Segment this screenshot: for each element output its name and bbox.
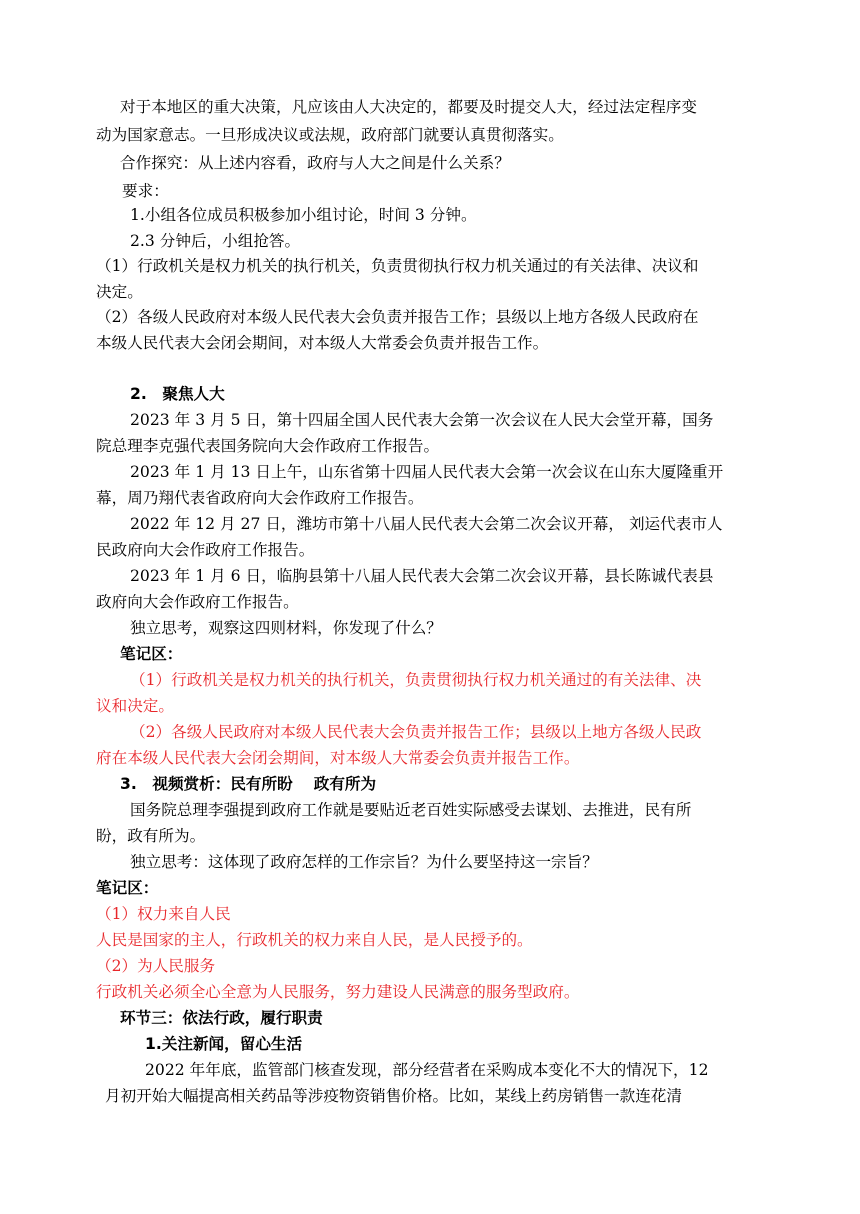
para-line: 盼，政有所为。 — [96, 827, 206, 845]
para-line: 国务院总理李强提到政府工作就是要贴近老百姓实际感受去谋划、去推进，民有所 — [130, 801, 692, 819]
notes-heading: 笔记区： — [96, 879, 159, 897]
para-line: 2023 年 1 月 13 日上午，山东省第十四届人民代表大会第一次会议在山东大厦隆重开 — [130, 463, 724, 481]
para-line: 要求： — [122, 182, 169, 200]
section-heading: 环节三：依法行政，履行职责 — [120, 1009, 323, 1027]
notes-line: （1）权力来自人民 — [96, 905, 231, 923]
para-line: 幕，周乃翔代表省政府向大会作政府工作报告。 — [96, 489, 424, 507]
list-item: 2.3 分钟后，小组抢答。 — [130, 232, 301, 250]
para-line: 对于本地区的重大决策，凡应该由人大决定的，都要及时提交人大，经过法定程序变 — [120, 98, 697, 116]
notes-line: 行政机关必须全心全意为人民服务，努力建设人民满意的服务型政府。 — [96, 983, 580, 1001]
notes-line: 府在本级人民代表大会闭会期间，对本级人大常委会负责并报告工作。 — [96, 749, 580, 767]
para-line: 独立思考：这体现了政府怎样的工作宗旨？为什么要坚持这一宗旨？ — [130, 853, 598, 871]
section-heading: 2. 聚焦人大 — [130, 385, 225, 403]
para-line: 动为国家意志。一旦形成决议或法规，政府部门就要认真贯彻落实。 — [96, 126, 564, 144]
para-line: 2023 年 3 月 5 日，第十四届全国人民代表大会第一次会议在人民大会堂开幕，国务 — [130, 411, 714, 429]
subsection-heading: 1.关注新闻，留心生活 — [145, 1035, 303, 1053]
para-line: 月初开始大幅提高相关药品等涉疫物资销售价格。比如，某线上药房销售一款连花清 — [105, 1087, 682, 1105]
notes-line: 人民是国家的主人，行政机关的权力来自人民，是人民授予的。 — [96, 931, 533, 949]
answer-line: 本级人民代表大会闭会期间，对本级人大常委会负责并报告工作。 — [96, 334, 549, 352]
notes-heading: 笔记区： — [120, 645, 183, 663]
answer-line: （2）各级人民政府对本级人民代表大会负责并报告工作；县级以上地方各级人民政府在 — [96, 308, 699, 326]
notes-line: （2）各级人民政府对本级人民代表大会负责并报告工作；县级以上地方各级人民政 — [130, 723, 702, 741]
para-line: 2022 年年底，监管部门核查发现，部分经营者在采购成本变化不大的情况下，12 — [145, 1061, 709, 1079]
para-line: 民政府向大会作政府工作报告。 — [96, 541, 315, 559]
para-line: 独立思考，观察这四则材料，你发现了什么？ — [130, 619, 442, 637]
answer-line: （1）行政机关是权力机关的执行机关，负责贯彻执行权力机关通过的有关法律、决议和 — [96, 257, 699, 275]
notes-line: （2）为人民服务 — [96, 957, 216, 975]
para-line: 合作探究：从上述内容看，政府与人大之间是什么关系？ — [120, 154, 510, 172]
para-line: 2022 年 12 月 27 日，潍坊市第十八届人民代表大会第二次会议开幕， 刘运代表市人 — [130, 515, 723, 533]
para-line: 院总理李克强代表国务院向大会作政府工作报告。 — [96, 437, 440, 455]
notes-line: （1）行政机关是权力机关的执行机关，负责贯彻执行权力机关通过的有关法律、决 — [130, 671, 702, 689]
list-item: 1.小组各位成员积极参加小组讨论，时间 3 分钟。 — [130, 206, 477, 224]
answer-line: 决定。 — [96, 283, 143, 301]
notes-line: 议和决定。 — [96, 697, 174, 715]
para-line: 政府向大会作政府工作报告。 — [96, 593, 299, 611]
para-line: 2023 年 1 月 6 日，临朐县第十八届人民代表大会第二次会议开幕，县长陈诚代表县 — [130, 567, 714, 585]
section-heading: 3. 视频赏析：民有所盼 政有所为 — [120, 775, 377, 793]
